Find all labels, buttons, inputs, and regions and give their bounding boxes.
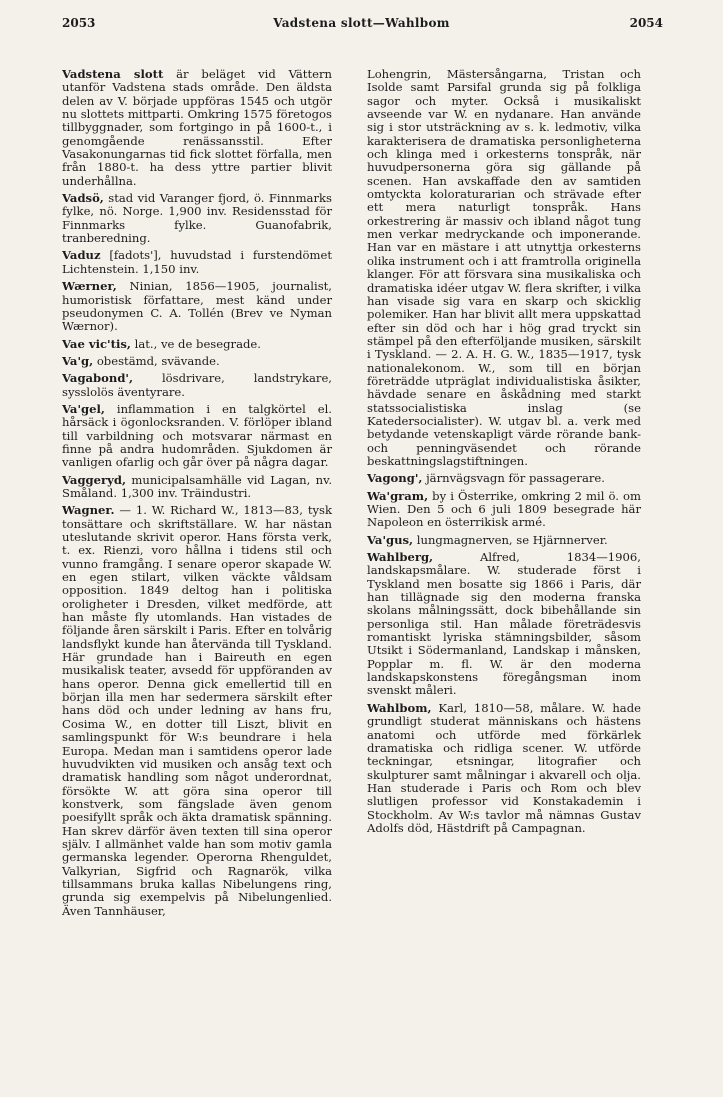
entry-head: Wærner, [62,279,117,294]
running-title: Vadstena slott—Wahlbom [273,16,450,30]
entry-head: Wa'gram, [367,488,429,503]
entry-vagel [62,403,332,470]
entry-body: stad vid Varanger fjord, ö. Finnmarks fylke, nö. Norge. 1,900 inv. Residensstad för Finnmarks fylke. Guanofabrik, tranberedning. [62,191,332,246]
entry-head: Vaggeryd, [62,472,127,487]
entry-body: lat., ve de besegrade. [130,336,261,351]
page-header [0,0,723,40]
entry-wahlbom [367,702,641,835]
entry-head: Vagabond', [62,371,134,386]
entry-vadso [62,192,332,245]
entry-body: municipalsamhälle vid Lagan, nv. Småland. 1,300 inv. Träindustri. [62,472,332,500]
entry-head: Wahlberg, [367,550,434,565]
entry-body: Lohengrin, Mästersångarna, Tristan och Isolde samt Parsifal grunda sig på folkliga sagor och myter. Också i musikaliskt avseende var W. en nydanare. Han använde sig i stor utsträckning av s. k. ledmotiv, vilka karakterisera de dramatiska personligheterna och klinga med i orkesterns tonspråk, när huvudpersonerna göra sig gällande på scenen. Han avskaffade den av samtiden omtyckta koloraturarian och strävade efter ett mera naturligt tonspråk. Hans orkestrering är massiv och ibland något tung men verkar medryckande och imponerande. Han var en mästare i att utnyttja orkesterns olika instrument och i att framtrolla originella klanger. För att försvara sina musikaliska och dramatiska idéer utgav W. flera skrifter, i vilka han visade sig vara en skarp och skicklig polemiker. Han har blivit allt mera uppskattad efter sin död och har i hög grad tryckt sin stämpel på den efterföljande musiken, särskilt i Tyskland. — 2. A. H. G. W., 1835—1917, tysk nationalekonom. W., som till en början företrädde utpräglat individualistiska åsikter, hävdade senare en åskådning med starkt statssocialistiska inslag (se Katedersocialister). W. utgav bl. a. verk med betydande vetenskapligt värde rörande bank- och penningväsendet och rörande beskattningslagstiftningen. [367,67,641,468]
entry-wagner-continued [367,68,641,468]
entry-body: [fadots'], huvudstad i furstendömet Lichtenstein. 1,150 inv. [62,248,332,276]
entry-body: by i Österrike, omkring 2 mil ö. om Wien. Den 5 och 6 juli 1809 besegrade här Napoleon en österrikisk armé. [367,488,641,530]
page-number-left: 2053 [62,16,96,30]
entry-head: Vadsö, [62,191,104,206]
entry-vagabond [62,372,332,399]
right-column [367,68,641,839]
entry-head: Vagong', [367,471,423,486]
entry-body: järnvägsvagn för passagerare. [422,471,605,486]
entry-head: Va'gel, [62,401,105,416]
entry-wagram [367,490,641,530]
entry-head: Va'g, [62,353,94,368]
entry-body: — 1. W. Richard W., 1813—83, tysk tonsättare och skriftställare. W. har nästan uteslutande skrivit operor. Hans första verk, t. ex. Rienzi, voro hållna i tidens stil och vunno framgång. I senare operor skapade W. en egen stilart, vilken väckte våldsam opposition. 1849 deltog han i politiska oroligheter i Dresden, vilket medförde, att han måste fly utomlands. Han vistades de följande åren särskilt i Paris. Efter en tolvårig landsflykt kunde han återvända till Tyskland. Här grundade han i Baireuth en egen musikalisk teater, avsedd för uppföranden av hans operor. Denna gick emellertid till en början illa men har sedermera särskilt efter hans död och under ledning av hans fru, Cosima W., en dotter till Liszt, blivit en samlingspunkt för W:s beundrare i hela Europa. Medan man i samtidens operor lade huvudvikten vid musiken och ansåg text och dramatisk handling som något underordnat, försökte W. att göra sina operor till konstverk, som fängslade även genom poesifyllt språk och äkta dramatisk spänning. Han skrev därför även texten till sina operor själv. I allmänhet valde han som motiv gamla germanska legender. Operorna Rhenguldet, Valkyrian, Sigfrid och Ragnarök, vilka tillsammans bruka kallas Nibelungens ring, grunda sig exempelvis på Nibelungenlied. Även Tannhäuser, [62,503,332,918]
entry-vae-victis [62,338,332,351]
entry-head: Wahlbom, [367,700,432,715]
entry-head: Vadstena slott [62,67,164,81]
entry-head: Va'gus, [367,532,414,547]
entry-body: Alfred, 1834—1906, landskapsmålare. W. studerade först i Tyskland men bosatte sig 1866 i Paris, där han tillägnade sig den moderna franska skolans målningssätt, dock bibehållande sin personliga stil. Han målade företrädesvis romantiskt lyriska stämningsbilder, såsom Utsikt i Södermanland, Landskap i månsken, Popplar m. fl. W. är den moderna landskapskonstens föregångsman inom svenskt måleri. [367,550,641,698]
entry-body: lösdrivare, landstrykare, sysslolös äventyrare. [62,371,332,399]
entry-vagong [367,472,641,485]
entry-vaggeryd [62,474,332,501]
entry-head: Vaduz [62,248,101,263]
left-column [62,68,332,922]
entry-wahlberg [367,551,641,698]
entry-body: är beläget vid Vättern utanför Vadstena stads område. Den äldsta delen av V. började uppföras 1545 och utgör nu slottets mittparti. Omkring 1575 företogos tillbyggnader, som fortgingo in på 1600-t., i genomgående renässansstil. Efter Vasakonungarnas tid fick slottet förfalla, men från 1880-t. ha dess yttre partier blivit underhållna. [62,67,332,188]
entry-body: Karl, 1810—58, målare. W. hade grundligt studerat människans och hästens anatomi och utförde med förkärlek dramatiska och ridliga scener. W. utförde teckningar, etsningar, litografier och skulpturer samt målningar i akvarell och olja. Han studerade i Paris och Rom och blev slutligen professor vid Konstakademin i Stockholm. Av W:s tavlor må nämnas Gustav Adolfs död, Hästdrift på Campagnan. [367,700,641,835]
entry-wagner [62,504,332,918]
entry-vag [62,355,332,368]
page-number-right: 2054 [629,16,663,30]
entry-vaduz [62,249,332,276]
entry-body: Ninian, 1856—1905, journalist, humoristisk författare, mest känd under pseudonymen C. A. Tollén (Brev ve Nyman Wærnor). [62,279,332,334]
entry-body: lungmagnerven, se Hjärnnerver. [413,532,608,547]
entry-waerner [62,280,332,333]
entry-body: inflammation i en talgkörtel el. hårsäck i ögonlocksranden. V. förlöper ibland till varbildning och motsvarar närmast en finne på andra hudområden. Sjukdomen är vanligen ofarlig och går över på några dagar. [62,401,332,470]
entry-vadstena-slott [62,68,332,188]
entry-body: obestämd, svävande. [93,353,220,368]
entry-head: Vae vic'tis, [62,336,131,351]
entry-vagus [367,534,641,547]
entry-head: Wagner. [62,503,115,518]
